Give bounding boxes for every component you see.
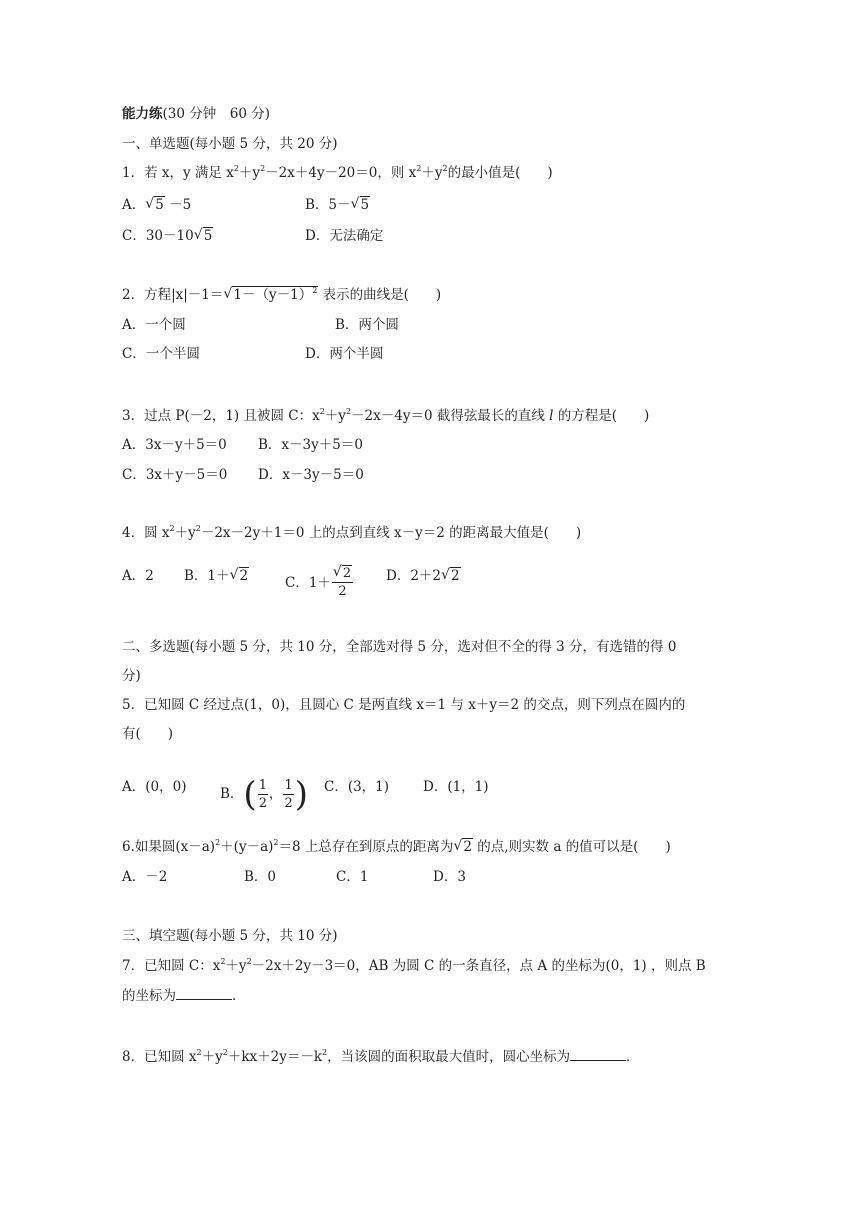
q1-c-radicand: 5 — [203, 228, 213, 244]
q3-option-c: C．3x＋y－5＝0 — [122, 467, 228, 483]
q1-a-label: A． — [122, 197, 146, 213]
q6-text-3: ＝8 上总存在到原点的距离为 — [278, 839, 454, 855]
q4-d-radicand: 2 — [451, 568, 460, 584]
q7-sup: 2 — [220, 957, 226, 966]
q8-text-1: 8．已知圆 x — [122, 1049, 197, 1065]
q4-c-fraction — [332, 565, 353, 600]
q7-text-5: 的坐标为 — [122, 988, 176, 1004]
q3-text-5: 的方程是( ) — [553, 408, 650, 424]
question-7 — [122, 956, 706, 976]
q5-option-b — [220, 774, 309, 815]
q8-text-4: ，当该圆的面积取最大值时，圆心坐标为 — [327, 1049, 571, 1065]
question-1 — [122, 163, 553, 183]
q4-option-b — [184, 566, 249, 586]
q2-text-1: 2．方程|x|－1＝ — [122, 287, 224, 303]
q3-sup: 2 — [319, 407, 325, 416]
q4-b-sqrt — [230, 566, 250, 586]
q3-text-2: 且被圆 C：x — [239, 408, 320, 424]
q3-option-b: B．x－3y＋5＝0 — [258, 437, 363, 453]
question-7-cont — [122, 986, 246, 1006]
q8-answer-blank[interactable] — [570, 1048, 626, 1061]
q6-option-c: C．1 — [336, 869, 369, 885]
q5-option-c: C．(3，1) — [324, 779, 390, 795]
q1-sup: 2 — [442, 164, 448, 173]
q6-text-2: ＋(y－a) — [220, 839, 274, 855]
q1-option-b — [305, 195, 370, 215]
q1-b-sqrt — [351, 195, 371, 215]
q4-sup: 2 — [169, 524, 175, 533]
q1-option-a — [122, 195, 191, 215]
q5-b-fraction-1 — [258, 777, 268, 812]
question-2 — [122, 285, 441, 305]
q8-period: ． — [626, 1049, 640, 1065]
q4-b-radicand: 2 — [239, 568, 249, 584]
q7-answer-blank[interactable] — [176, 987, 232, 1000]
q6-option-b: B．0 — [244, 869, 277, 885]
q4-option-c — [285, 566, 354, 601]
q6-sup: 2 — [215, 838, 221, 847]
q2-option-d: D．两个半圆 — [305, 346, 384, 362]
q5-b-paren-left: ( — [243, 774, 257, 815]
q5-option-a: A．(0，0) — [122, 779, 187, 795]
q8-text-2: ＋y — [201, 1049, 223, 1065]
question-3 — [122, 406, 649, 426]
q7-text-3: －2x＋2y－3＝0，AB 为圆 C 的一条直径，点 A 的坐标为 — [251, 958, 606, 974]
q5-b-den-1: 2 — [258, 796, 267, 811]
q4-c-sqrt — [333, 565, 352, 582]
q6-sup: 2 — [273, 838, 279, 847]
q4-text-3: －2x－2y＋1＝0 上的点到直线 x－y＝2 的距离最大值是( ) — [200, 525, 582, 541]
q2-text-2: 表示的曲线是( ) — [318, 287, 442, 303]
q4-c-numerator — [332, 565, 353, 583]
q5-b-label: B． — [220, 786, 244, 802]
q2-option-b: B．两个圆 — [335, 317, 399, 333]
q6-option-d: D．3 — [433, 869, 466, 885]
q1-a-sqrt — [145, 195, 165, 215]
q8-sup: 2 — [222, 1048, 228, 1057]
q2-radicand-text: 1－（y－1） — [233, 287, 313, 303]
q2-sqrt — [223, 285, 318, 305]
q1-text-1: 1．若 x，y 满足 x — [122, 165, 234, 181]
question-5-cont: 有( ) — [122, 726, 174, 742]
q1-b-radicand: 5 — [360, 197, 370, 213]
q1-sup: 2 — [233, 164, 239, 173]
q1-text-2: ＋y — [238, 165, 261, 181]
q4-b-label: B．1＋ — [184, 568, 230, 584]
q2-option-c: C．一个半圆 — [122, 346, 200, 362]
q8-sup: 2 — [322, 1048, 328, 1057]
q1-text-3: －2x＋4y－20＝0，则 x — [265, 165, 417, 181]
q2-radicand — [232, 286, 318, 303]
q6-text-1: 6.如果圆(x－a) — [122, 839, 216, 855]
q1-text-5: 的最小值是( ) — [447, 165, 553, 181]
q5-b-fraction-2 — [283, 777, 293, 812]
question-4 — [122, 523, 581, 543]
q1-option-d: D．无法确定 — [305, 228, 384, 244]
q5-b-comma: ， — [268, 786, 283, 802]
q4-c-radicand: 2 — [342, 566, 352, 581]
q1-option-c — [122, 226, 213, 246]
page-title — [122, 104, 270, 124]
q5-b-paren-right: ) — [294, 774, 309, 815]
q7-sup: 2 — [246, 957, 252, 966]
q1-a-radicand: 5 — [155, 197, 164, 213]
q7-point: (0，1) — [605, 958, 647, 974]
title-time: (30 分钟 60 分) — [162, 106, 270, 122]
q6-radicand: 2 — [463, 839, 472, 855]
q5-b-num-2: 1 — [284, 778, 293, 793]
q1-text-4: ＋y — [421, 165, 443, 181]
q6-sqrt — [453, 837, 473, 857]
q6-option-a: A．－2 — [122, 869, 168, 885]
q7-period: ． — [232, 988, 246, 1004]
q1-a-rest: －5 — [164, 197, 192, 213]
q4-d-label: D．2＋2 — [386, 568, 442, 584]
q4-text-1: 4．圆 x — [122, 525, 170, 541]
q3-text-3: ＋y — [324, 408, 346, 424]
q1-b-label: B．5－ — [305, 197, 351, 213]
q7-text-1: 7．已知圆 C：x — [122, 958, 221, 974]
q5-b-num-1: 1 — [258, 778, 267, 793]
q1-sup: 2 — [260, 164, 266, 173]
q3-option-d: D．x－3y－5＝0 — [258, 467, 364, 483]
section-heading-single-choice: 一、单选题(每小题 5 分，共 20 分) — [122, 136, 338, 152]
q3-text-4: －2x－4y＝0 截得弦最长的直线 — [351, 408, 550, 424]
q8-text-3: ＋kx＋2y＝－k — [227, 1049, 323, 1065]
q4-d-sqrt — [441, 566, 461, 586]
q4-c-denominator: 2 — [338, 584, 347, 599]
question-5: 5．已知圆 C 经过点(1，0)，且圆心 C 是两直线 x＝1 与 x＋y＝2 的交点，则下列点在圆内的 — [122, 697, 686, 713]
section-heading-fill-blank: 三、填空题(每小题 5 分，共 10 分) — [122, 928, 338, 944]
q3-sup: 2 — [345, 407, 352, 416]
q4-text-2: ＋y — [174, 525, 196, 541]
q2-sup: 2 — [312, 286, 318, 295]
q2-option-a: A．一个圆 — [122, 317, 186, 333]
title-bold: 能力练 — [122, 106, 163, 122]
q3-point: (－2，1) — [184, 408, 240, 424]
q5-option-d: D．(1，1) — [423, 779, 489, 795]
q6-text-4: 的点,则实数 a 的值可以是( ) — [472, 839, 671, 855]
q3-line-l: l — [549, 408, 554, 424]
section-heading-multiple-choice: 二、多选题(每小题 5 分，共 10 分，全部选对得 5 分，选对但不全的得 3 分，有选错的得 0 — [122, 639, 677, 655]
q1-c-sqrt — [194, 226, 214, 246]
q4-option-d — [386, 566, 461, 586]
q7-text-2: ＋y — [225, 958, 247, 974]
q4-option-a: A．2 — [122, 568, 154, 584]
q3-option-a: A．3x－y＋5＝0 — [122, 437, 227, 453]
q8-sup: 2 — [196, 1048, 202, 1057]
question-6 — [122, 837, 671, 857]
q3-text-1: 3．过点 P — [122, 408, 185, 424]
section-heading-multiple-choice-cont: 分) — [122, 668, 141, 684]
q5-b-den-2: 2 — [284, 796, 293, 811]
q4-sup: 2 — [195, 524, 201, 533]
q7-text-4: ，则点 B — [646, 958, 706, 974]
q4-c-label: C．1＋ — [285, 575, 331, 591]
q1-c-label: C．30－10 — [122, 228, 194, 244]
question-8 — [122, 1047, 640, 1067]
q1-sup: 2 — [416, 164, 422, 173]
